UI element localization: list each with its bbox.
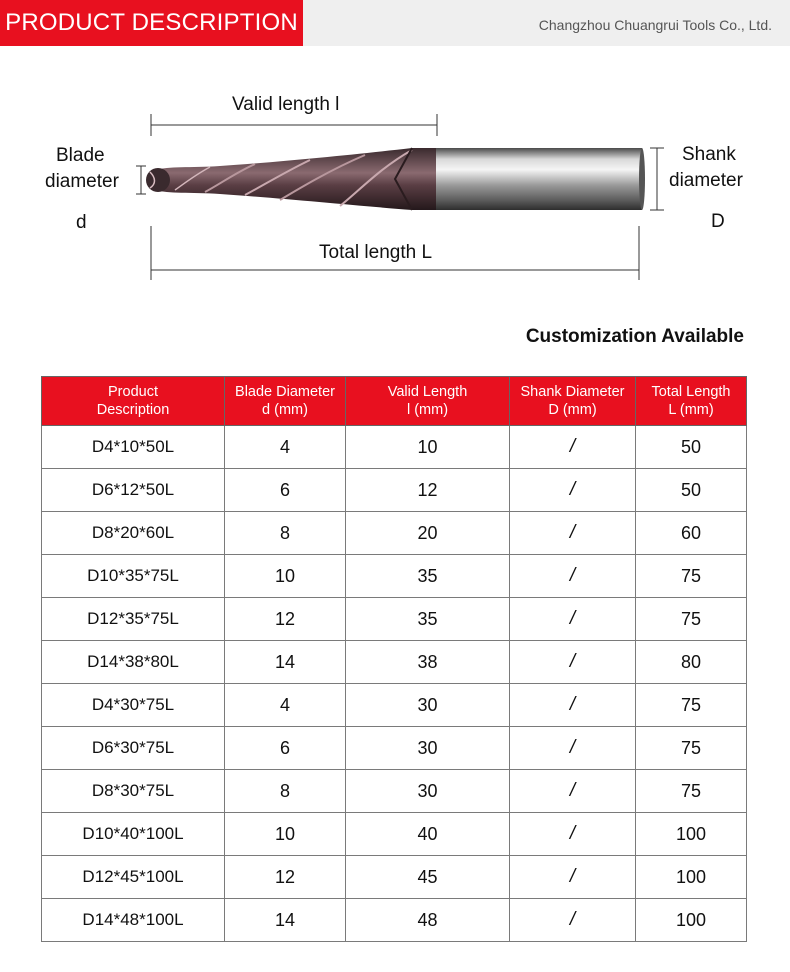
cell-valid-length: 20 xyxy=(346,512,510,555)
blade-diameter-dimension xyxy=(136,166,146,194)
cell-shank-diameter: / xyxy=(510,512,636,555)
total-length-label: Total length L xyxy=(319,242,433,263)
cell-product-description: D8*20*60L xyxy=(42,512,225,555)
cell-blade-diameter: 8 xyxy=(225,770,346,813)
cell-shank-diameter: / xyxy=(510,598,636,641)
cell-blade-diameter: 12 xyxy=(225,598,346,641)
cell-shank-diameter: / xyxy=(510,813,636,856)
cell-product-description: D4*10*50L xyxy=(42,426,225,469)
table-row xyxy=(42,426,747,469)
cell-total-length: 75 xyxy=(636,598,747,641)
cell-total-length: 80 xyxy=(636,641,747,684)
cell-blade-diameter: 10 xyxy=(225,555,346,598)
cell-product-description: D12*45*100L xyxy=(42,856,225,899)
cell-valid-length: 12 xyxy=(346,469,510,512)
table-row xyxy=(42,684,747,727)
table-row xyxy=(42,641,747,684)
cell-shank-diameter: / xyxy=(510,684,636,727)
blade-label-line1: Blade xyxy=(56,145,105,166)
cell-valid-length: 30 xyxy=(346,727,510,770)
cell-product-description: D8*30*75L xyxy=(42,770,225,813)
cell-blade-diameter: 6 xyxy=(225,727,346,770)
table-body xyxy=(42,426,747,942)
cell-product-description: D12*35*75L xyxy=(42,598,225,641)
cell-shank-diameter: / xyxy=(510,899,636,942)
cell-total-length: 75 xyxy=(636,770,747,813)
cell-blade-diameter: 14 xyxy=(225,641,346,684)
header-blade-diameter: Blade Diameter d (mm) xyxy=(225,377,346,426)
blade-diameter-symbol: d xyxy=(76,212,87,233)
ball-nose xyxy=(146,168,170,192)
cell-valid-length: 30 xyxy=(346,770,510,813)
shank-diameter-dimension xyxy=(650,148,664,210)
cell-blade-diameter: 4 xyxy=(225,684,346,727)
cell-valid-length: 30 xyxy=(346,684,510,727)
table-row xyxy=(42,512,747,555)
tool-diagram xyxy=(0,60,790,300)
cell-blade-diameter: 4 xyxy=(225,426,346,469)
cell-blade-diameter: 6 xyxy=(225,469,346,512)
shank-label-line2: diameter xyxy=(669,170,743,191)
cell-total-length: 100 xyxy=(636,899,747,942)
table-row xyxy=(42,727,747,770)
cell-blade-diameter: 8 xyxy=(225,512,346,555)
page-title: PRODUCT DESCRIPTION xyxy=(0,0,303,46)
valid-length-label: Valid length l xyxy=(232,94,340,115)
cell-shank-diameter: / xyxy=(510,856,636,899)
header-valid-length: Valid Length l (mm) xyxy=(346,377,510,426)
table-row xyxy=(42,856,747,899)
company-name: Changzhou Chuangrui Tools Co., Ltd. xyxy=(538,17,772,33)
cell-valid-length: 38 xyxy=(346,641,510,684)
cell-valid-length: 48 xyxy=(346,899,510,942)
cell-valid-length: 35 xyxy=(346,555,510,598)
cell-valid-length: 35 xyxy=(346,598,510,641)
header-shank-diameter: Shank Diameter D (mm) xyxy=(510,377,636,426)
cell-shank-diameter: / xyxy=(510,469,636,512)
header-total-length: Total Length L (mm) xyxy=(636,377,747,426)
shank-label-line1: Shank xyxy=(682,144,736,165)
cell-product-description: D14*38*80L xyxy=(42,641,225,684)
shank-diameter-symbol: D xyxy=(711,211,725,232)
cell-total-length: 100 xyxy=(636,856,747,899)
cell-total-length: 100 xyxy=(636,813,747,856)
cell-shank-diameter: / xyxy=(510,555,636,598)
table-row xyxy=(42,469,747,512)
cell-product-description: D6*12*50L xyxy=(42,469,225,512)
cell-blade-diameter: 14 xyxy=(225,899,346,942)
table-row xyxy=(42,813,747,856)
cell-valid-length: 40 xyxy=(346,813,510,856)
cell-blade-diameter: 10 xyxy=(225,813,346,856)
cell-total-length: 50 xyxy=(636,426,747,469)
table-row xyxy=(42,555,747,598)
table-row xyxy=(42,770,747,813)
cell-shank-diameter: / xyxy=(510,426,636,469)
cell-total-length: 75 xyxy=(636,555,747,598)
cell-shank-diameter: / xyxy=(510,770,636,813)
table-header-row xyxy=(42,377,747,426)
cell-product-description: D10*35*75L xyxy=(42,555,225,598)
cell-valid-length: 10 xyxy=(346,426,510,469)
cell-total-length: 50 xyxy=(636,469,747,512)
table-row xyxy=(42,598,747,641)
cell-total-length: 75 xyxy=(636,727,747,770)
cell-valid-length: 45 xyxy=(346,856,510,899)
table-row xyxy=(42,899,747,942)
tool-shank xyxy=(436,148,642,210)
cell-total-length: 75 xyxy=(636,684,747,727)
cell-product-description: D6*30*75L xyxy=(42,727,225,770)
cell-blade-diameter: 12 xyxy=(225,856,346,899)
spec-table xyxy=(41,376,747,942)
cell-product-description: D4*30*75L xyxy=(42,684,225,727)
cell-total-length: 60 xyxy=(636,512,747,555)
cell-product-description: D10*40*100L xyxy=(42,813,225,856)
header-product-description: Product Description xyxy=(42,377,225,426)
blade-label-line2: diameter xyxy=(45,171,119,192)
cell-product-description: D14*48*100L xyxy=(42,899,225,942)
cell-shank-diameter: / xyxy=(510,727,636,770)
cell-shank-diameter: / xyxy=(510,641,636,684)
customization-note: Customization Available xyxy=(525,326,744,347)
